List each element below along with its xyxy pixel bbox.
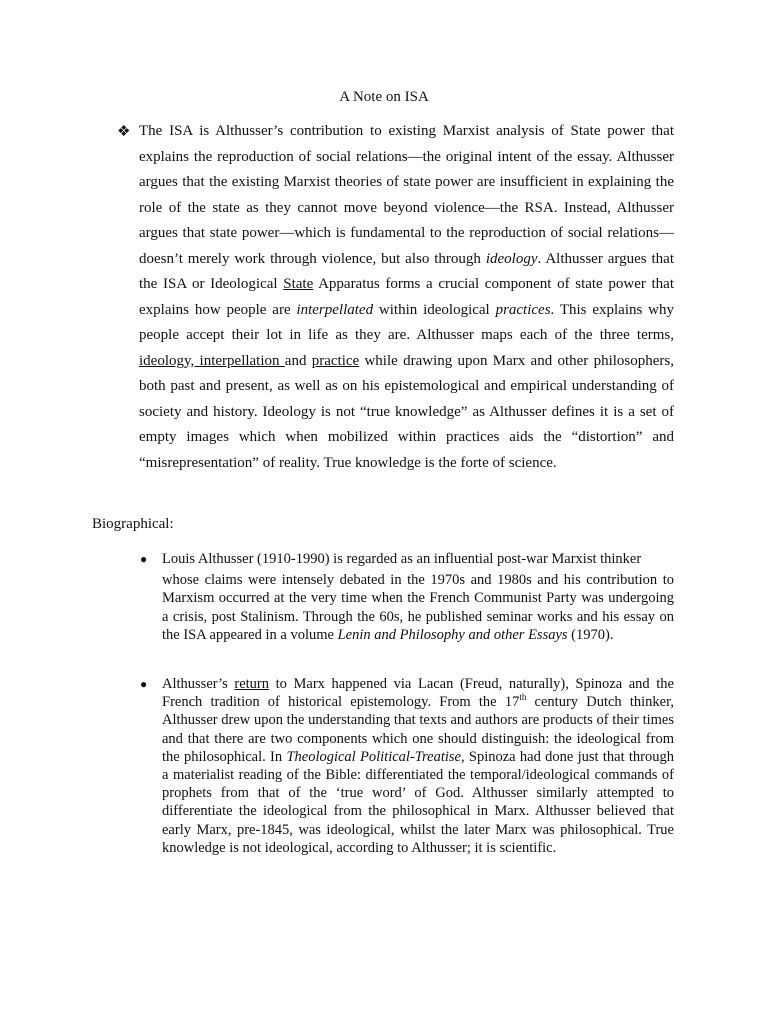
- biographical-heading: Biographical:: [92, 516, 174, 532]
- intro-practices-italic: practices: [495, 301, 551, 318]
- bio1-text-1: whose claims were intensely debated in the 1970s and 1980s and his contribution to Marxism occurred at the very time when the French Communist Party was undergoing a crisis, post Stalinism. Through the 60s, he published seminar works and his essay on the ISA appeared in a volume: [162, 572, 674, 643]
- intro-state-underlined: State: [283, 276, 314, 292]
- diamond-bullet-icon: ❖: [117, 124, 131, 140]
- bio2-text-1: Althusser’s: [162, 676, 235, 692]
- bio-item-1: [162, 550, 674, 644]
- intro-text-7: while drawing upon Marx and other philosophers, both past and present, as well as on his epistemological and empirical understanding of society and history. Ideology is not “true knowledge” as Althusser defines it is a set of empty images which when mobilized within practices aids the “distortion” and “misrepresentation” of reality. True knowledge is the forte of science.: [139, 352, 674, 471]
- intro-interpellated-italic: interpellated: [296, 301, 374, 318]
- bullet-dot-icon: ●: [140, 552, 148, 566]
- bio1-lead-line: Louis Althusser (1910-1990) is regarded as an influential post-war Marxist thinker: [162, 551, 642, 567]
- bio-item-2: [162, 675, 674, 857]
- intro-text-5: . This explains why people accept their lot in life as they are. Althusser maps each of the three terms,: [139, 301, 674, 343]
- bio2-text-3: century Dutch thinker, Althusser drew upon the understanding that texts and authors are products of their times and that there are two components which one should distinguish: the ideological from the philosophical. In: [162, 694, 674, 765]
- bio2-text-2: to Marx happened via Lacan (Freud, naturally), Spinoza and the French tradition of historical epistemology. From the 17: [162, 676, 674, 711]
- intro-terms-underlined: ideology, interpellation: [139, 352, 285, 369]
- intro-text-6: and: [284, 352, 312, 369]
- intro-text-4: within ideological: [373, 301, 496, 318]
- bio2-treatise-title: Theological Political-Treatise: [286, 748, 461, 765]
- intro-text-3: Apparatus forms a crucial component of state power that explains how people are: [139, 276, 675, 318]
- bio1-book-title: Lenin and Philosophy and other Essays: [337, 626, 568, 643]
- intro-ideology-italic: ideology: [485, 250, 538, 267]
- document-title: A Note on ISA: [339, 89, 429, 105]
- bio2-return-underlined: return: [234, 676, 270, 692]
- intro-text-1: The ISA is Althusser’s contribution to existing Marxist analysis of State power that explains the reproduction of social relations—the original intent of the essay. Althusser argues that the existing Marxist theories of state power are insufficient in explaining the role of the state as they cannot move beyond violence—the RSA. Instead, Althusser argues that state power—which is fundamental to the reproduction of social relations—doesn’t merely work through violence, but also through: [139, 123, 674, 267]
- intro-practice-underlined: practice: [311, 352, 360, 369]
- bio1-text-2: (1970).: [567, 626, 614, 643]
- intro-paragraph: [139, 119, 674, 476]
- bio2-text-4: , Spinoza had done just that through a materialist reading of the Bible: differentiated the temporal/ideological commands of prophets from that of the ‘true word’ of God. Althusser similarly attempted to differentiate the ideological from the philosophical in Marx. Althusser believed that early Marx, pre-1845, was ideological, whilst the later Marx was philosophical. True knowledge is not ideological, according to Althusser; it is scientific.: [162, 748, 675, 856]
- bio2-superscript-th: th: [519, 692, 527, 703]
- bullet-dot-icon: ●: [140, 677, 148, 691]
- intro-text-2: . Althusser argues that the ISA or Ideological: [139, 250, 674, 292]
